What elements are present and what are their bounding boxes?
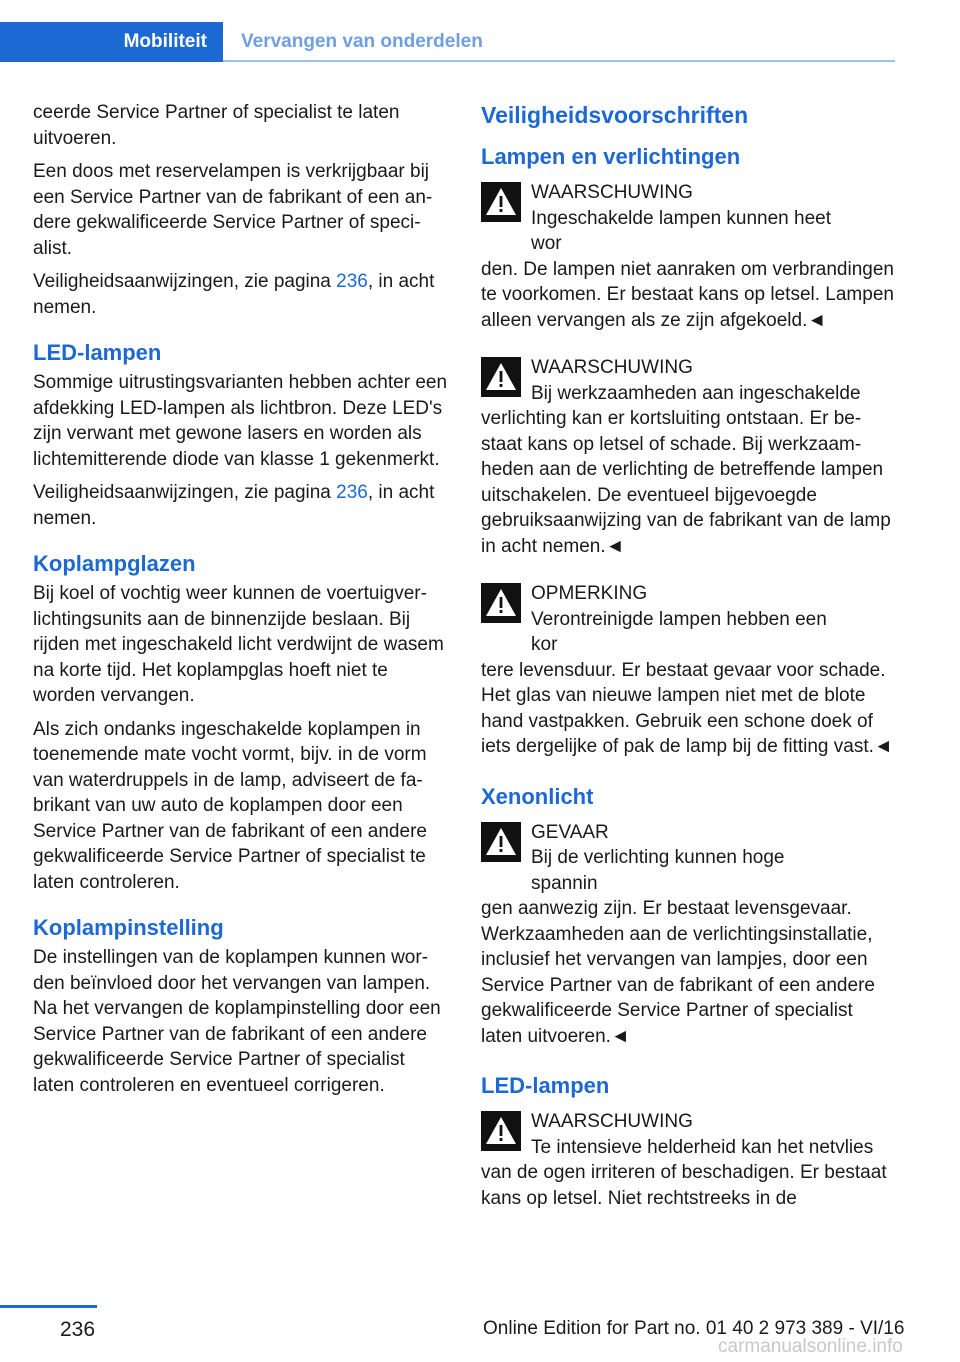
reference-text: , in acht nemen. bbox=[33, 482, 435, 529]
intro-paragraph: ceerde Service Partner of specialist te laten uitvoeren. bbox=[33, 102, 400, 149]
led-heading: LED-lampen bbox=[33, 340, 162, 365]
notice-first-line: Verontreinigde lampen hebben een kor bbox=[531, 608, 827, 655]
safety-rules-heading: Veiligheidsvoorschriften bbox=[481, 102, 749, 128]
headlight-setting-paragraph: De instellingen van de koplampen kunnen worden beïnvloed door het vervangen van lampen. Na het vervangen de koplampinstelling door een Service Partner van de fabrikant of een andere gekwalificeerde Service Partner of specialist laten controleren en eventueel corrigeren. bbox=[33, 947, 441, 1096]
edition-label: Online Edition for Part no. 01 40 2 973 389 - VI/16 bbox=[483, 1318, 905, 1339]
headlight-glass-paragraph: Bij koel of vochtig weer kunnen de voertuigverlichtingsunits aan de binnenzijde beslaan. Bij rijden met ingeschakeld licht verdwijnt de wasem na korte tijd. Het koplampglas hoeft niet te worden vervangen. bbox=[33, 583, 444, 706]
notice-text: van de ogen irriteren of beschadigen. Er bestaat kans op letsel. Niet rechtstreeks in de bbox=[481, 1162, 887, 1209]
page-number: 236 bbox=[60, 1318, 96, 1341]
notice-type: GEVAAR bbox=[531, 821, 609, 843]
led-lamps-heading: LED-lampen bbox=[481, 1073, 610, 1098]
notice-type: WAARSCHUWING bbox=[531, 1111, 693, 1132]
xenon-heading: Xenonlicht bbox=[481, 783, 594, 809]
caution-notice bbox=[481, 581, 895, 760]
reference-text: , in acht nemen. bbox=[33, 271, 435, 318]
danger-notice bbox=[481, 820, 895, 1050]
led-paragraph: Sommige uitrustingsvarianten hebben achter een afdekking LED-lampen als lichtbron. Deze LED's zijn verwant met gewone lasers en worden als lichtemitterende diode van klasse 1 gekenmerkt. bbox=[33, 372, 448, 470]
page-header bbox=[0, 0, 895, 62]
notice-type: WAARSCHUWING bbox=[531, 182, 693, 203]
left-column bbox=[33, 100, 451, 1106]
page-link[interactable]: 236 bbox=[336, 271, 368, 292]
section-title[interactable]: Vervangen van onderdelen bbox=[241, 31, 483, 52]
notice-type: OPMERKING bbox=[531, 583, 648, 604]
notice-first-line: Te intensieve helderheid kan het netvlies bbox=[531, 1136, 874, 1158]
headlight-setting-heading: Koplampinstelling bbox=[33, 915, 224, 940]
notice-first-line: Bij de verlichting kunnen hoge spannin bbox=[531, 847, 785, 894]
right-column bbox=[481, 100, 895, 1233]
warning-triangle-icon bbox=[481, 1111, 521, 1151]
site-watermark: carmanualsonline.info bbox=[718, 1336, 903, 1357]
notice-first-line: Ingeschakelde lampen kunnen heet wor bbox=[531, 207, 832, 254]
notice-text: tere levensduur. Er bestaat gevaar voor schade. Het glas van nieuwe lampen niet met de blote hand vastpakken. Gebruik een schone doek of iets dergelijke of pak de lamp bij de fitting vast.◄ bbox=[481, 659, 893, 757]
lamps-heading: Lampen en verlichtingen bbox=[481, 144, 741, 169]
warning-notice bbox=[481, 180, 895, 333]
warning-triangle-icon bbox=[481, 583, 521, 623]
warning-notice bbox=[481, 1109, 895, 1211]
header-divider bbox=[223, 60, 895, 62]
notice-type: WAARSCHUWING bbox=[531, 357, 693, 378]
page-link[interactable]: 236 bbox=[336, 482, 368, 503]
reference-text: Veiligheidsaanwijzingen, zie pagina bbox=[33, 271, 337, 292]
warning-triangle-icon bbox=[481, 357, 521, 397]
notice-first-line: Bij werkzaamheden aan ingeschakelde bbox=[531, 382, 861, 404]
footer-divider bbox=[0, 1305, 97, 1308]
notice-text: den. De lampen niet aanraken om verbrandingen te voorkomen. Er bestaat kans op letsel. Lampen alleen vervangen als ze zijn afgekoeld.◄ bbox=[481, 258, 894, 331]
notice-text: gen aanwezig zijn. Er bestaat levensgevaar. Werkzaamheden aan de verlichtingsinstallatie, inclusief het vervangen van lampjes, door een Service Partner van de fabrikant of een andere gekwalificeerde Service Partner of specialist laten uitvoeren.◄ bbox=[481, 898, 875, 1047]
warning-triangle-icon bbox=[481, 822, 521, 862]
safety-reference-paragraph bbox=[33, 269, 451, 320]
headlight-moisture-paragraph: Als zich ondanks ingeschakelde koplampen in toenemende mate vocht vormt, bijv. in de vorm van waterdruppels in de lamp, adviseert de fabrikant van uw auto de koplampen door een Service Partner van de fabrikant of een andere gekwalificeerde Service Partner of specialist te laten controleren. bbox=[33, 718, 427, 893]
notice-text: verlichting kan er kortsluiting ontstaan. Er bestaat kans op letsel of schade. Bij werkzaamheden aan de verlichting de betreffende lampen uitschakelen. De eventueel bijgevoegde gebruiksaanwijzing van de fabrikant van de lamp in acht nemen.◄ bbox=[481, 408, 891, 557]
warning-triangle-icon bbox=[481, 182, 521, 222]
reference-text: Veiligheidsaanwijzingen, zie pagina bbox=[33, 482, 337, 503]
chapter-tab[interactable]: Mobiliteit bbox=[0, 22, 223, 62]
spare-bulbs-paragraph: Een doos met reservelampen is verkrijgbaar bij een Service Partner van de fabrikant of een andere gekwalificeerde Service Partner of specialist. bbox=[33, 161, 433, 259]
safety-reference-paragraph bbox=[33, 480, 451, 531]
headlight-glass-heading: Koplampglazen bbox=[33, 551, 196, 576]
warning-notice bbox=[481, 355, 895, 559]
